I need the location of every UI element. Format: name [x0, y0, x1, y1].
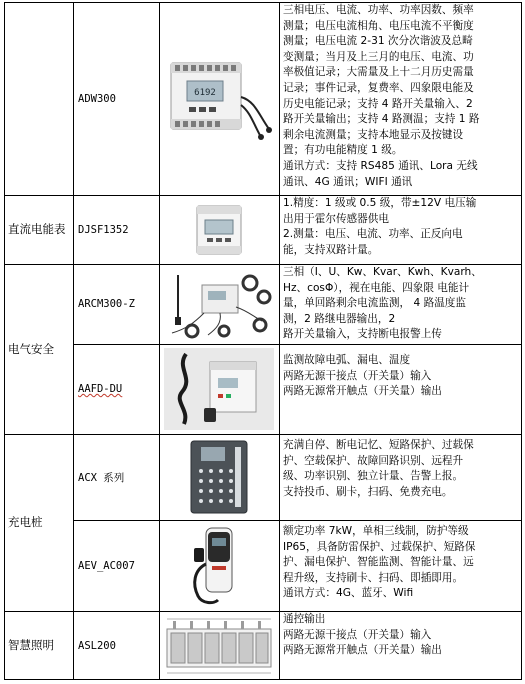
model-name: AAFD-DU	[78, 383, 123, 395]
desc-line: 两路无源常开触点（开关量）输出	[283, 644, 442, 657]
model-name: ARCM300-Z	[78, 298, 135, 310]
desc-line: Hz、cosΦ），视在电能、四象限 电能计	[283, 281, 470, 294]
desc-line: 率极值记录；大需量及上十二月历史需量	[283, 66, 474, 79]
description-cell	[279, 264, 522, 344]
table-row-rule	[73, 344, 522, 345]
desc-line: 三相电压、电流、功率、功率因数、频率	[283, 4, 474, 16]
description-cell	[279, 611, 522, 680]
desc-line: 出用于霍尔传感器供电	[283, 212, 389, 225]
description-cell	[279, 520, 522, 611]
desc-line: 两路无源常开触点（开关量）输出	[283, 385, 442, 398]
aafd-detector-icon	[164, 348, 274, 430]
model-name: ADW300	[78, 92, 116, 105]
table-row-rule	[4, 195, 522, 196]
model-name: AEV_AC007	[78, 559, 135, 572]
desc-line: 测量；电压电流相角、电压电流不平衡度	[283, 19, 474, 32]
table-row-rule	[4, 264, 522, 265]
desc-line: IP65，具备防雷保护、过载保护、短路保	[283, 540, 476, 553]
table-column-rule	[279, 2, 280, 680]
table-column-rule	[73, 2, 74, 680]
category-cell: 智慧照明	[8, 638, 54, 652]
product-image-cell	[159, 2, 279, 195]
desc-line: 量，单回路剩余电流监测， 4 路温度监	[283, 297, 466, 310]
product-image-cell	[159, 611, 279, 680]
desc-line: 测，2 路继电器输出，2	[283, 312, 396, 325]
table-column-rule	[159, 2, 160, 680]
category-cell: 充电桩	[8, 515, 43, 529]
product-image-cell	[159, 344, 279, 434]
desc-line: 路开关量输入，支持断电报警上传	[283, 328, 442, 341]
description-cell	[279, 195, 522, 264]
product-image-cell	[159, 195, 279, 264]
description-cell	[279, 434, 522, 520]
table-row-rule	[4, 434, 522, 435]
desc-line: 记录；事件记录，复费率、四象限电能及	[283, 81, 474, 94]
desc-line: 三相（I、U、Kw、Kvar、Kwh、Kvarh、	[283, 266, 482, 278]
desc-line: 2.测量：电压、电流、功率、正反向电	[283, 228, 463, 241]
product-image-cell	[159, 264, 279, 344]
djsf1352-meter-icon	[189, 202, 249, 258]
desc-line: 通讯方式：4G、蓝牙、Wifi	[283, 587, 414, 600]
product-image-cell	[159, 520, 279, 611]
desc-line: 通讯方式：支持 RS485 通讯、Lora 无线	[283, 159, 478, 172]
desc-line: 护、漏电保护、智能监测、智能计量、远	[283, 556, 474, 569]
table-border	[4, 2, 5, 680]
product-spec-table	[4, 2, 522, 680]
table-border	[4, 679, 522, 680]
desc-line: 充满自停、断电记忆、短路保护、过载保	[283, 439, 474, 451]
desc-line: 两路无源干接点（开关量）输入	[283, 628, 432, 641]
desc-line: 变测量；当月及上三月的电压、电流、功	[283, 50, 474, 63]
description-cell	[279, 344, 522, 434]
desc-line: 额定功率 7kW，单相三线制，防护等级	[283, 525, 469, 537]
aev-charger-icon	[184, 524, 254, 608]
desc-line: 级、功率识别、独立计量、告警上报。	[283, 470, 464, 483]
desc-line: 两路无源干接点（开关量）输入	[283, 369, 432, 382]
desc-line: 路开关量输出；支持 4 路测温；支持 1 路	[283, 113, 480, 126]
desc-line: 测量；电压电流 2-31 次分次谐波及总畸	[283, 35, 473, 48]
desc-line: 通控输出	[283, 613, 326, 625]
category-cell: 电气安全	[8, 341, 54, 356]
desc-line: 历史电能记录；支持 4 路开关量输入、2	[283, 97, 473, 110]
desc-line: 置；有功电能精度 1 级。	[283, 144, 403, 157]
description-cell	[279, 2, 522, 195]
category-cell	[4, 2, 73, 195]
arcm300-device-icon	[164, 267, 274, 341]
desc-line: 能，支持双路计量。	[283, 243, 379, 256]
desc-line: 剩余电流测量；支持本地显示及按键设	[283, 128, 464, 141]
adw300-meter-icon	[163, 57, 275, 141]
desc-line: 程升级，支持刷卡、扫码、即插即用。	[283, 571, 464, 584]
table-row-rule	[4, 611, 522, 612]
table-border	[521, 2, 522, 680]
meter-display-text: 6192	[194, 87, 216, 98]
desc-line: 通讯、4G 通讯；WIFI 通讯	[283, 175, 413, 188]
table-row-rule	[73, 520, 522, 521]
table-border	[4, 2, 522, 3]
model-name: ACX 系列	[78, 471, 125, 484]
acx-charger-icon	[181, 437, 257, 517]
product-image-cell	[159, 434, 279, 520]
model-name: ASL200	[78, 639, 116, 652]
desc-line: 1.精度：1 级或 0.5 级，带±12V 电压输	[283, 197, 477, 209]
model-name: DJSF1352	[78, 223, 129, 236]
asl200-module-icon	[163, 615, 275, 677]
desc-line: 监测故障电弧、漏电、温度	[283, 354, 411, 366]
category-cell: 直流电能表	[8, 222, 66, 236]
desc-line: 支持投币、刷卡，扫码、免费充电。	[283, 485, 453, 498]
desc-line: 护、空载保护、故障回路识别、远程升	[283, 454, 464, 467]
